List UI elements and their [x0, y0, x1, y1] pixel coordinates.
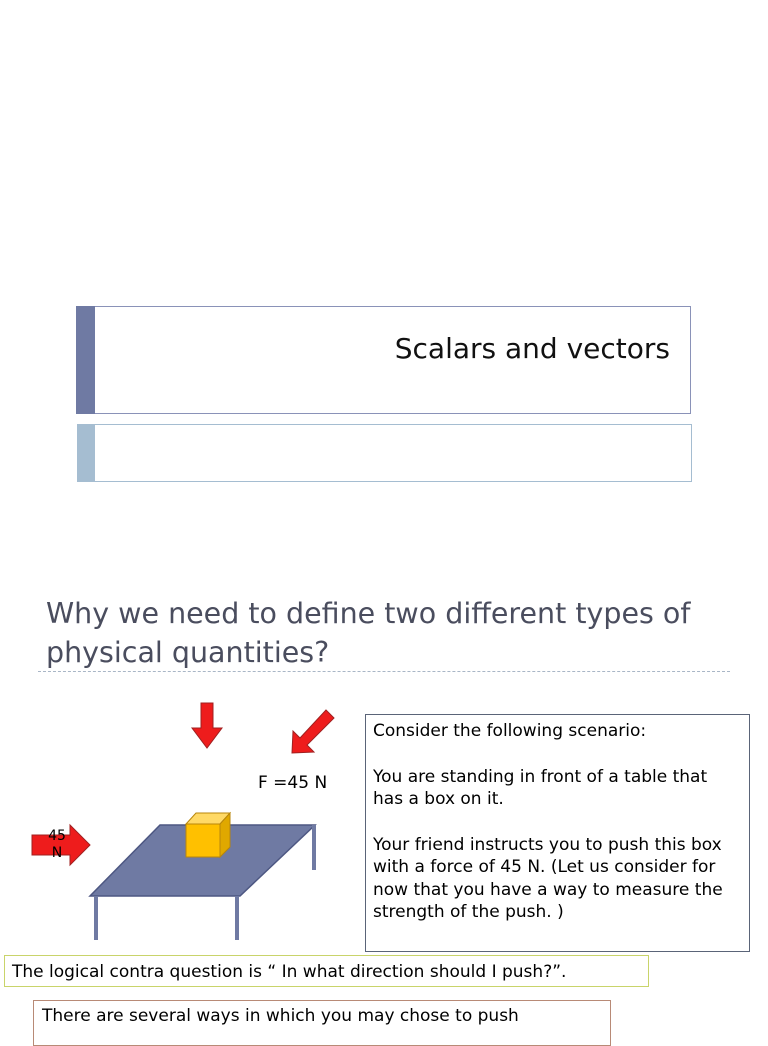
table-leg-front-left — [94, 896, 98, 940]
scenario-intro: Consider the following scenario: — [373, 721, 647, 741]
heading-divider — [38, 671, 730, 672]
ways-to-push-box: There are several ways in which you may chose to push — [33, 1000, 611, 1046]
table-leg-front-right — [235, 896, 239, 940]
logical-question-box: The logical contra question is “ In what direction should I push?”. — [4, 955, 649, 987]
force-label: F =45 N — [258, 773, 328, 793]
slide-title: Scalars and vectors — [394, 332, 670, 365]
arrow-label-value: 45 — [48, 828, 66, 844]
title-accent-bar — [76, 306, 96, 414]
scenario-instruction: Your friend instructs you to push this box with a force of 45 N. (Let us consider for now that you have a way to measure the strength of the push. ) — [373, 834, 723, 922]
slide-heading: Why we need to define two different types of physical quantities? — [46, 597, 691, 669]
scenario-illustration — [0, 690, 360, 950]
scenario-setup: You are standing in front of a table that has a box on it. — [373, 766, 708, 809]
diagonal-arrow-icon — [292, 710, 334, 753]
arrow-label-unit: N — [51, 845, 63, 861]
subtitle-box — [95, 424, 692, 482]
scenario-textbox — [365, 714, 750, 952]
arrow-force-label — [44, 828, 70, 862]
down-arrow-icon — [192, 703, 222, 748]
subtitle-accent-bar — [77, 424, 96, 482]
box-illustration — [186, 813, 230, 857]
table-leg-back-right — [312, 825, 316, 870]
